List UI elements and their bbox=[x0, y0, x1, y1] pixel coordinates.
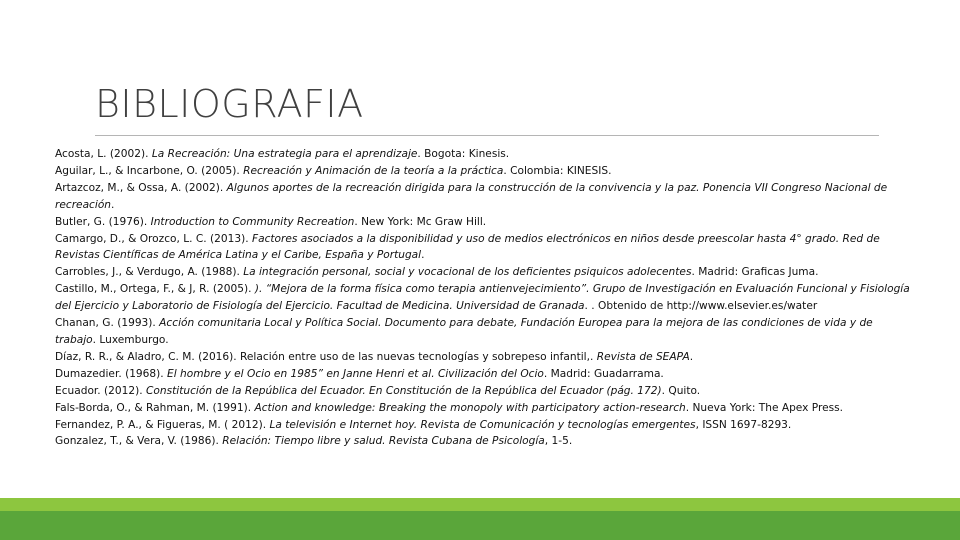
reference-authors: Castillo, M., Ortega, F., & J, R. (2005). bbox=[55, 283, 255, 296]
page-title: BIBLIOGRAFIA bbox=[95, 82, 364, 126]
reference-authors: Carrobles, J., & Verdugo, A. (1988). bbox=[55, 266, 244, 279]
reference-title: La Recreación: Una estrategia para el aprendizaje bbox=[151, 148, 418, 160]
reference-authors: Díaz, R. R., & Aladro, C. M. (2016). Relación entre uso de las nuevas tecnologías y sobrepeso infantil,. bbox=[55, 350, 597, 363]
reference-publisher: . Madrid: Guadarrama. bbox=[543, 367, 664, 380]
reference-publisher: . bbox=[111, 198, 115, 211]
reference-publisher: . bbox=[421, 249, 425, 262]
title-divider bbox=[95, 135, 879, 136]
reference-authors: Camargo, D., & Orozco, L. C. (2013). bbox=[55, 232, 252, 245]
reference-item bbox=[55, 146, 917, 163]
reference-item bbox=[55, 264, 917, 281]
reference-title: El hombre y el Ocio en 1985” en Janne Henri et al. Civilización del Ocio bbox=[167, 367, 544, 380]
reference-authors: Chanan, G. (1993). bbox=[55, 317, 160, 330]
reference-authors: Artazcoz, M., & Ossa, A. (2002). bbox=[55, 181, 227, 194]
reference-authors: Fernandez, P. A., & Figueras, M. ( 2012). bbox=[55, 418, 270, 431]
reference-title: Action and knowledge: Breaking the monopoly with participatory action-research bbox=[254, 401, 686, 414]
reference-item bbox=[55, 349, 917, 366]
reference-title: Factores asociados a la disponibilidad y uso de medios electrónicos en niños desde preescolar hasta 4° grado. Red de Revistas Científicas de América Latina y el Caribe, España y Portugal bbox=[55, 232, 880, 262]
reference-publisher: . bbox=[689, 350, 694, 363]
footer-accent-bar bbox=[0, 498, 960, 540]
reference-title: Relación: Tiempo libre y salud. Revista Cubana de Psicología bbox=[222, 435, 545, 448]
reference-authors: Aguilar, L., & Incarbone, O. (2005). bbox=[55, 164, 244, 177]
reference-authors: Butler, G. (1976). bbox=[55, 215, 151, 228]
reference-item bbox=[55, 214, 917, 231]
reference-item bbox=[55, 383, 917, 400]
reference-title: La integración personal, social y vocacional de los deficientes psiquicos adolecentes bbox=[243, 266, 692, 279]
reference-publisher: . Colombia: KINESIS. bbox=[503, 164, 612, 177]
reference-item bbox=[55, 417, 917, 434]
reference-title: ). “Mejora de la forma física como terapia antienvejecimiento”. Grupo de Investigación en Evaluación Funcional y Fisiología del Ejercicio y Laboratorio de Fisiología del Ejercicio. Facultad de Medicina. Universidad de Granada bbox=[55, 283, 910, 313]
reference-publisher: . Bogota: Kinesis. bbox=[417, 148, 510, 160]
reference-title: Revista de SEAPA bbox=[596, 350, 690, 363]
reference-publisher: . Madrid: Graficas Juma. bbox=[691, 266, 819, 279]
reference-item bbox=[55, 231, 917, 265]
reference-publisher: . New York: Mc Graw Hill. bbox=[354, 215, 487, 228]
reference-publisher: , 1-5. bbox=[544, 435, 573, 448]
reference-title: Introduction to Community Recreation bbox=[150, 215, 355, 228]
reference-authors: Acosta, L. (2002). bbox=[55, 148, 152, 160]
reference-item bbox=[55, 315, 917, 349]
reference-title: La televisión e Internet hoy. Revista de Comunicación y tecnologías emergentes bbox=[269, 418, 696, 431]
reference-authors: Dumazedier. (1968). bbox=[55, 367, 168, 380]
reference-publisher: . . Obtenido de http://www.elsevier.es/water bbox=[584, 300, 818, 313]
reference-authors: Gonzalez, T., & Vera, V. (1986). bbox=[55, 435, 223, 448]
reference-publisher: . Luxemburgo. bbox=[92, 333, 169, 346]
reference-title: Acción comunitaria Local y Política Social. Documento para debate, Fundación Europea para la mejora de las condiciones de vida y de trabajo bbox=[55, 317, 873, 346]
reference-publisher: . Quito. bbox=[661, 384, 701, 397]
reference-authors: Fals-Borda, O., & Rahman, M. (1991). bbox=[55, 401, 255, 414]
reference-item bbox=[55, 400, 917, 417]
reference-publisher: , ISSN 1697-8293. bbox=[695, 418, 792, 431]
reference-item bbox=[55, 180, 917, 214]
reference-item bbox=[55, 366, 917, 383]
reference-publisher: . Nueva York: The Apex Press. bbox=[685, 401, 844, 414]
reference-authors: Ecuador. (2012). bbox=[55, 384, 147, 397]
reference-title: Algunos aportes de la recreación dirigida para la construcción de la convivencia y la paz. Ponencia VII Congreso Nacional de recreación bbox=[55, 181, 888, 211]
reference-title: Recreación y Animación de la teoría a la práctica bbox=[243, 164, 504, 177]
reference-item bbox=[55, 281, 917, 315]
footer-accent-bar-dark bbox=[0, 511, 960, 540]
reference-title: Constitución de la República del Ecuador. En Constitución de la República del Ecuador (pág. 172) bbox=[146, 384, 662, 397]
reference-item bbox=[55, 163, 917, 180]
reference-list bbox=[55, 146, 917, 450]
reference-item bbox=[55, 433, 917, 450]
